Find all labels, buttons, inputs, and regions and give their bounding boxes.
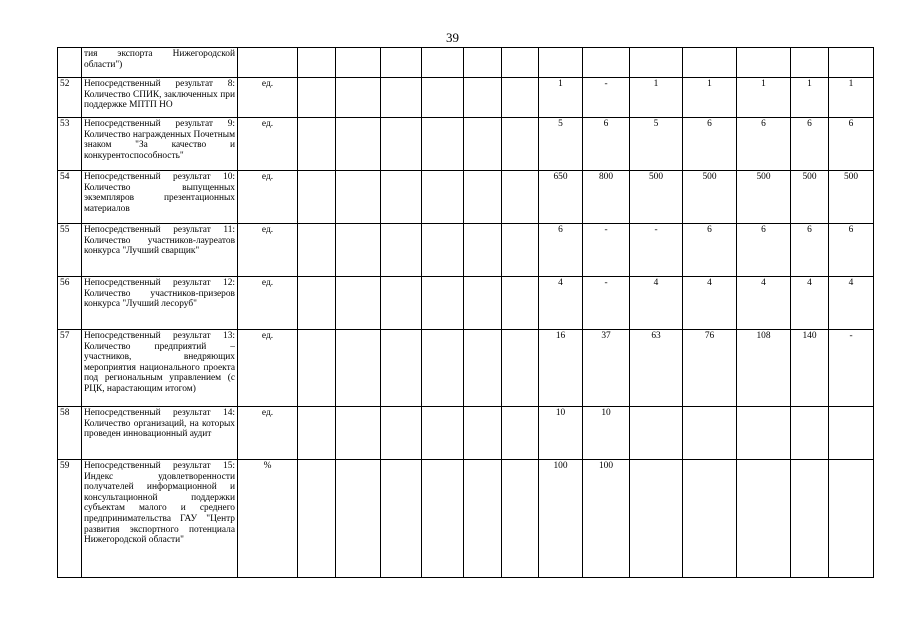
value-cell: 1 [539,78,583,118]
value-cell [422,118,464,171]
unit-cell [238,48,298,78]
value-cell [791,407,829,460]
value-cell: 6 [829,224,874,277]
value-cell [336,407,381,460]
row-number: 57 [58,330,82,407]
value-cell [502,48,539,78]
row-number: 53 [58,118,82,171]
row-number: 55 [58,224,82,277]
unit-cell: ед. [238,330,298,407]
value-cell: 16 [539,330,583,407]
table-row [58,118,874,171]
value-cell: 6 [737,224,791,277]
value-cell [464,460,502,578]
value-cell: - [583,277,630,330]
value-cell: 1 [737,78,791,118]
value-cell [336,330,381,407]
value-cell [298,277,336,330]
value-cell: 4 [539,277,583,330]
table-row [58,224,874,277]
indicator-name: Непосредственный результат 12: Количество участников-призеров конкурса "Лучший лесоруб" [82,277,238,330]
table-row [58,460,874,578]
value-cell: 6 [539,224,583,277]
value-cell [336,460,381,578]
value-cell [422,78,464,118]
value-cell: 63 [630,330,683,407]
table-row [58,78,874,118]
value-cell [502,330,539,407]
value-cell [502,407,539,460]
value-cell: 500 [829,171,874,224]
value-cell [737,460,791,578]
unit-cell: ед. [238,277,298,330]
value-cell: 4 [630,277,683,330]
value-cell [829,48,874,78]
value-cell: 108 [737,330,791,407]
value-cell [683,48,737,78]
value-cell [422,171,464,224]
value-cell: 6 [791,224,829,277]
value-cell [381,224,422,277]
value-cell: 6 [583,118,630,171]
value-cell: 76 [683,330,737,407]
value-cell: 1 [791,78,829,118]
value-cell [336,118,381,171]
row-number: 56 [58,277,82,330]
value-cell [737,48,791,78]
value-cell: 5 [630,118,683,171]
value-cell [502,171,539,224]
value-cell [464,330,502,407]
indicator-name: Непосредственный результат 13: Количество предприятий – участников, внедряющих мероприятия национального проекта под региональным управлением (с РЦК, нарастающим итогом) [82,330,238,407]
value-cell: 500 [630,171,683,224]
value-cell [502,460,539,578]
value-cell [422,277,464,330]
table-row [58,171,874,224]
value-cell [464,171,502,224]
value-cell: - [583,224,630,277]
value-cell [683,407,737,460]
row-number [58,48,82,78]
table-row [58,407,874,460]
value-cell: 650 [539,171,583,224]
indicator-name: тия экспорта Нижегородской области") [82,48,238,78]
value-cell: 4 [683,277,737,330]
row-number: 58 [58,407,82,460]
value-cell [829,407,874,460]
value-cell [791,460,829,578]
value-cell [464,118,502,171]
value-cell [381,118,422,171]
value-cell: 100 [583,460,630,578]
value-cell [381,277,422,330]
value-cell: 4 [791,277,829,330]
value-cell [464,407,502,460]
row-number: 54 [58,171,82,224]
value-cell [298,118,336,171]
value-cell [381,330,422,407]
table-row [58,277,874,330]
value-cell: 1 [630,78,683,118]
value-cell [630,460,683,578]
table-row [58,48,874,78]
value-cell: 10 [539,407,583,460]
value-cell: - [829,330,874,407]
value-cell [422,48,464,78]
value-cell [422,407,464,460]
unit-cell: ед. [238,407,298,460]
value-cell [583,48,630,78]
indicator-name: Непосредственный результат 11: Количество участников-лауреатов конкурса "Лучший сварщик" [82,224,238,277]
value-cell [502,277,539,330]
value-cell [381,460,422,578]
value-cell [298,407,336,460]
indicator-name: Непосредственный результат 14: Количество организаций, на которых проведен инновационный аудит [82,407,238,460]
value-cell: 1 [683,78,737,118]
value-cell: 10 [583,407,630,460]
value-cell [298,224,336,277]
value-cell [298,330,336,407]
value-cell [422,224,464,277]
page-number: 39 [446,30,459,45]
value-cell: 6 [683,224,737,277]
value-cell: 6 [737,118,791,171]
value-cell [381,78,422,118]
value-cell [539,48,583,78]
unit-cell: ед. [238,224,298,277]
value-cell [336,171,381,224]
value-cell [502,224,539,277]
value-cell: 4 [829,277,874,330]
value-cell [336,78,381,118]
indicator-name: Непосредственный результат 8: Количество СПИК, заключенных при поддержке МПТП НО [82,78,238,118]
value-cell [502,118,539,171]
unit-cell: % [238,460,298,578]
value-cell: - [630,224,683,277]
value-cell [791,48,829,78]
value-cell: 100 [539,460,583,578]
value-cell [422,460,464,578]
indicator-name: Непосредственный результат 9: Количество награжденных Почетным знаком "За качество и конкурентоспособность" [82,118,238,171]
unit-cell: ед. [238,118,298,171]
value-cell [683,460,737,578]
value-cell [464,48,502,78]
value-cell: 1 [829,78,874,118]
value-cell: 500 [791,171,829,224]
value-cell [336,48,381,78]
value-cell [298,171,336,224]
value-cell [422,330,464,407]
row-number: 52 [58,78,82,118]
row-number: 59 [58,460,82,578]
value-cell [464,277,502,330]
value-cell: 500 [737,171,791,224]
value-cell: 6 [829,118,874,171]
value-cell [381,48,422,78]
value-cell [829,460,874,578]
value-cell: - [583,78,630,118]
value-cell [298,48,336,78]
value-cell [502,78,539,118]
value-cell: 6 [683,118,737,171]
indicator-name: Непосредственный результат 15: Индекс удовлетворенности получателей информационной и консультационной поддержки субъектам малого и среднего предпринимательства ГАУ "Центр развития экспортного потенциала Нижегородской области" [82,460,238,578]
value-cell [630,407,683,460]
value-cell [630,48,683,78]
table-row [58,330,874,407]
unit-cell: ед. [238,78,298,118]
value-cell: 4 [737,277,791,330]
value-cell [298,460,336,578]
value-cell [737,407,791,460]
value-cell [381,171,422,224]
value-cell [381,407,422,460]
indicators-table [57,47,874,578]
value-cell [464,224,502,277]
value-cell [464,78,502,118]
value-cell [336,224,381,277]
value-cell: 5 [539,118,583,171]
value-cell [336,277,381,330]
value-cell: 500 [683,171,737,224]
unit-cell: ед. [238,171,298,224]
value-cell: 6 [791,118,829,171]
value-cell: 37 [583,330,630,407]
value-cell: 800 [583,171,630,224]
value-cell: 140 [791,330,829,407]
indicator-name: Непосредственный результат 10: Количество выпущенных экземпляров презентационных материалов [82,171,238,224]
value-cell [298,78,336,118]
